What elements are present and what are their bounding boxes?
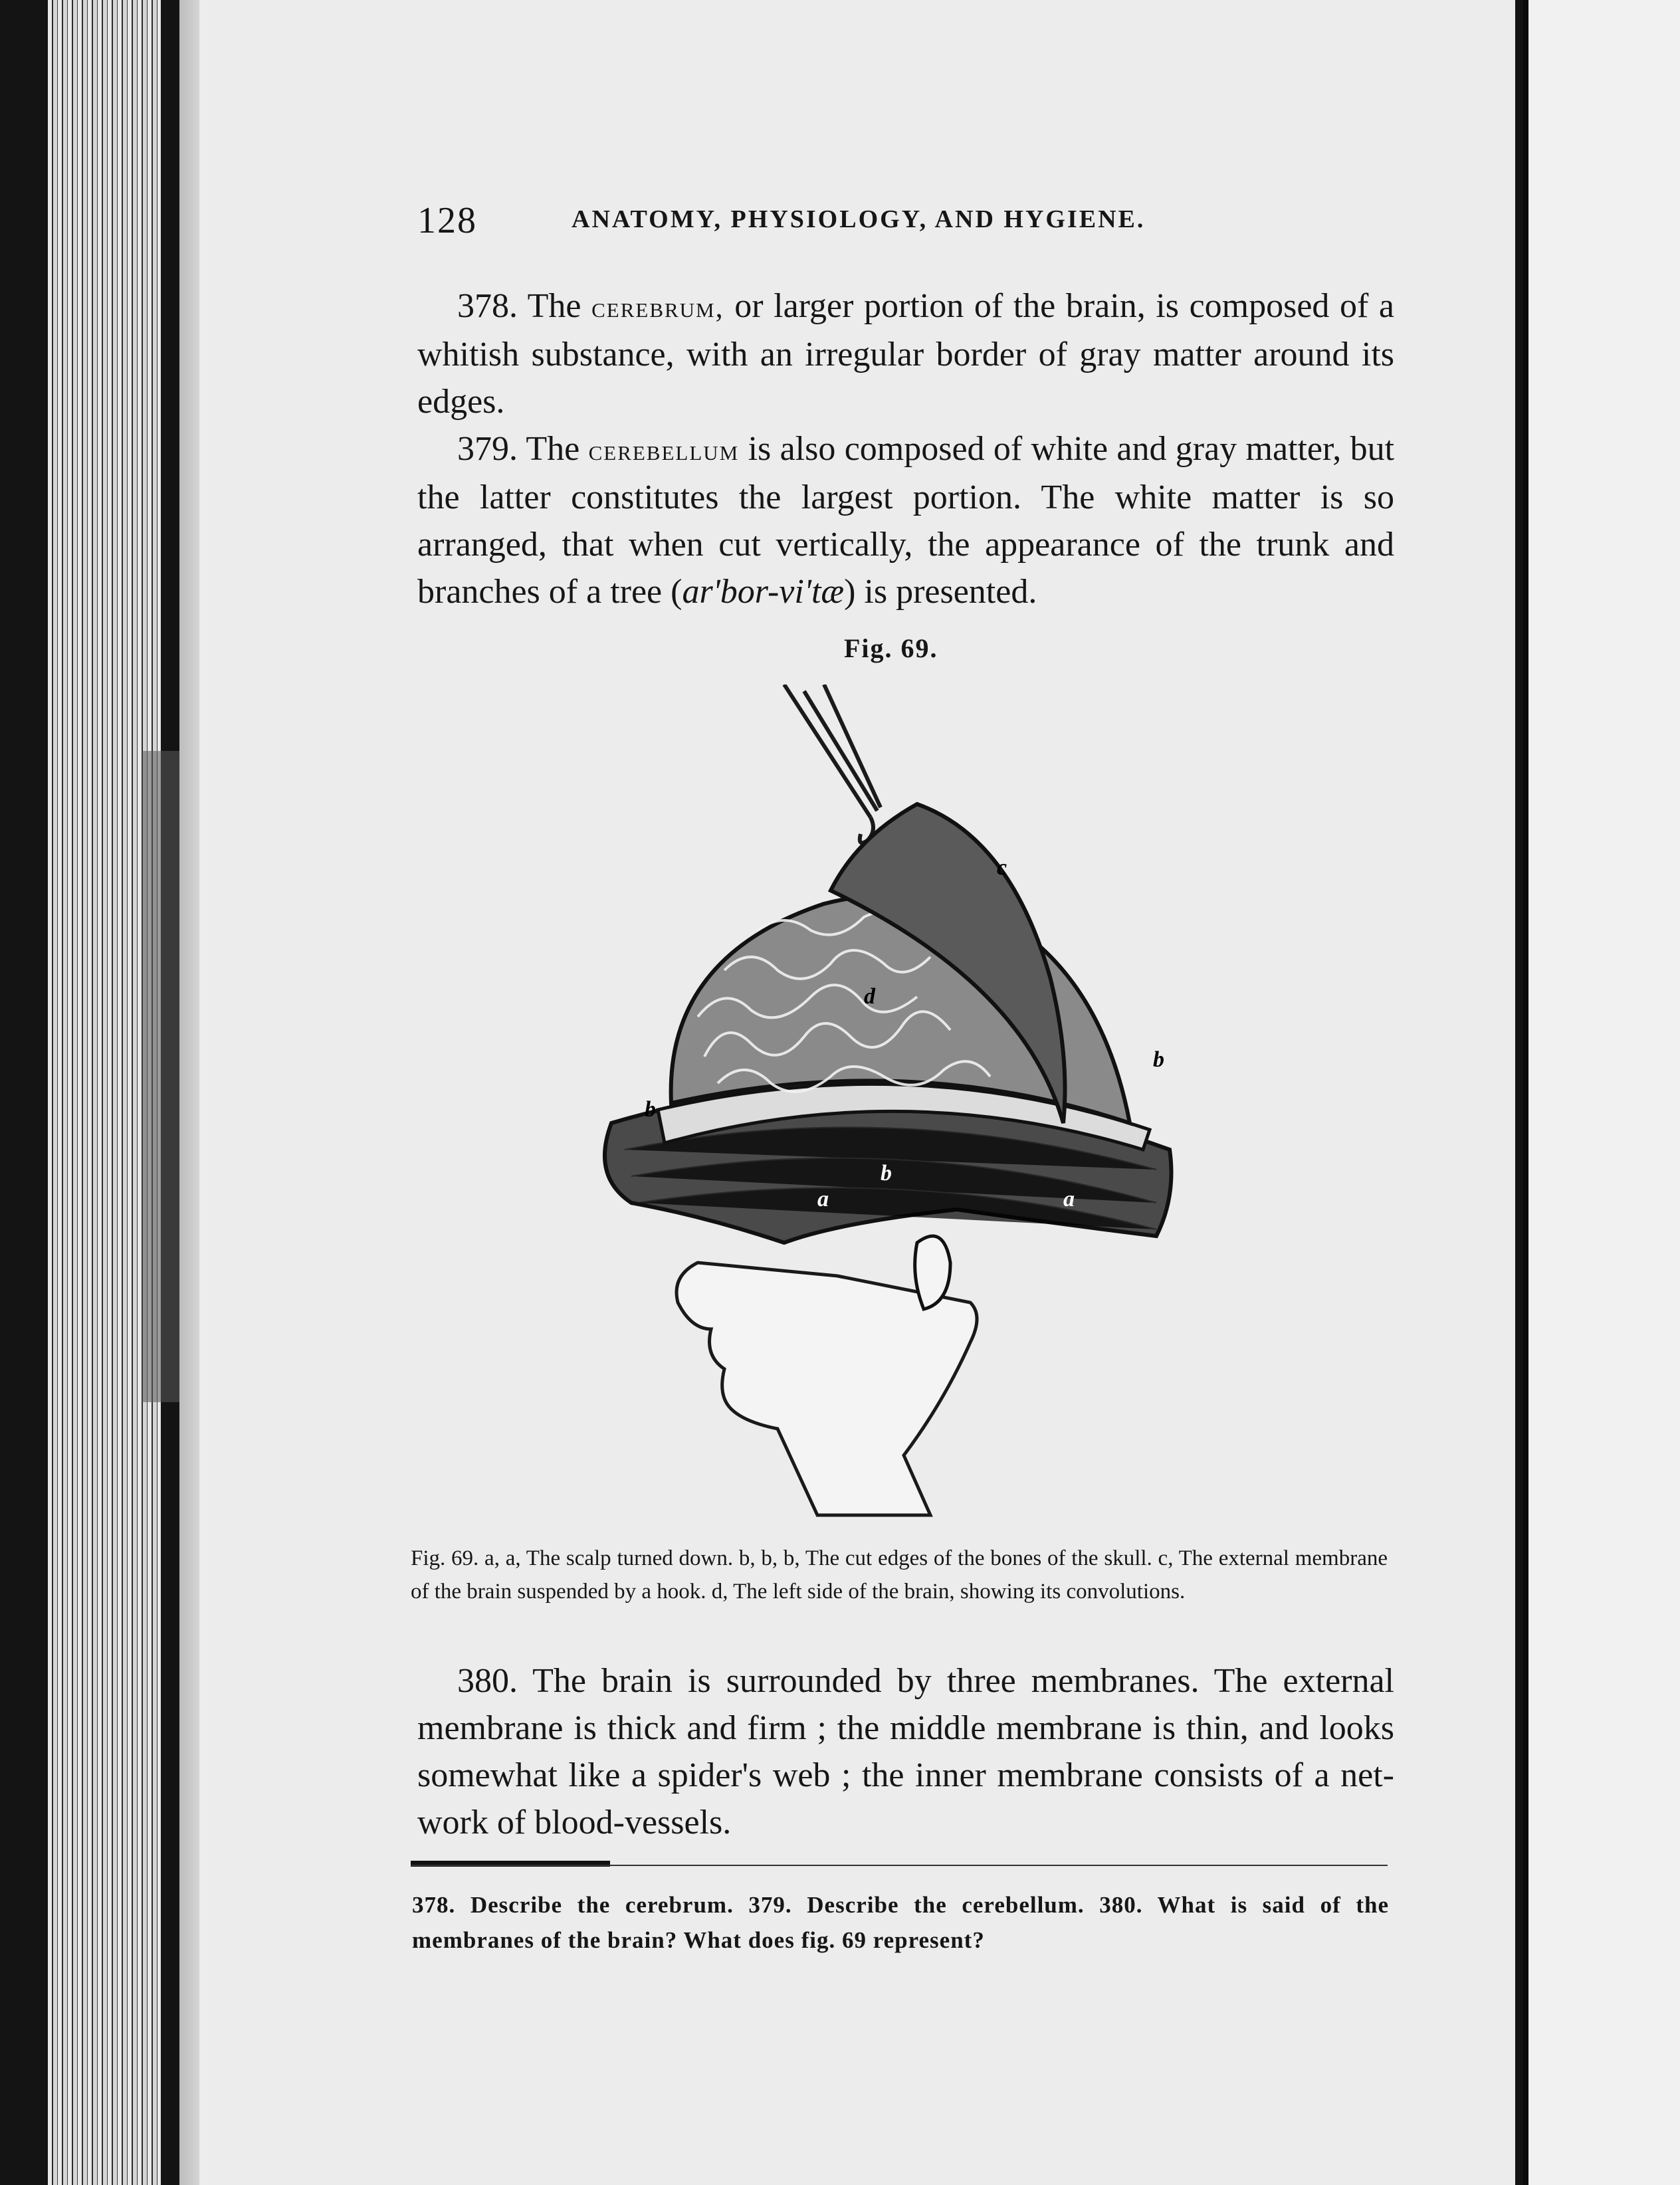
next-page-fragment bbox=[1528, 0, 1680, 2185]
page-number: 128 bbox=[417, 200, 477, 241]
label-a-right: a bbox=[1063, 1187, 1075, 1211]
paragraphs-378-379 bbox=[417, 282, 1394, 615]
paragraph-text: The bbox=[527, 287, 581, 325]
label-c: c bbox=[997, 855, 1007, 880]
paragraph-text: ) is presented. bbox=[844, 573, 1037, 611]
review-questions: 378. Describe the cerebrum. 379. Describe the cerebellum. 380. What is said of the membranes of the brain? What does fig. 69 represent? bbox=[412, 1892, 1389, 1953]
brain-figure bbox=[585, 684, 1196, 1535]
paragraph-text: The brain is surrounded by three membranes. The external membrane is thick and firm ; the middle membrane is thin, and looks somewhat like a spider's web ; the inner membrane consists of a net-work of blood-vessels. bbox=[417, 1662, 1394, 1841]
running-title: ANATOMY, PHYSIOLOGY, AND HYGIENE. bbox=[572, 205, 1146, 233]
paragraph-number: 379. bbox=[457, 430, 518, 468]
label-b-left: b bbox=[645, 1097, 656, 1122]
hook-icon bbox=[784, 684, 881, 843]
footer-rule bbox=[411, 1865, 1388, 1866]
paragraph-380-block bbox=[417, 1657, 1394, 1846]
paragraph-text: The bbox=[526, 430, 580, 468]
label-b-right: b bbox=[1153, 1047, 1164, 1072]
label-a-left: a bbox=[817, 1187, 829, 1211]
term-cerebrum: cerebrum, bbox=[591, 291, 724, 324]
brain-illustration bbox=[585, 684, 1196, 1535]
paragraph-379 bbox=[417, 425, 1394, 615]
page-gutter bbox=[1523, 0, 1528, 2185]
figure-caption: Fig. 69. a, a, The scalp turned down. b, b, b, The cut edges of the bones of the skull. c, The external membrane of the brain suspended by a hook. d, The left side of the brain, showing its convolutions. bbox=[411, 1546, 1388, 1604]
paragraph-text: is also composed of white and gray matter, but the latter constitutes the largest portion. The white matter is so arranged, that when cut vertically, the appearance of the trunk and branches of a tree ( bbox=[417, 430, 1395, 611]
paragraph-number: 378. bbox=[457, 287, 518, 325]
label-b-center: b bbox=[881, 1161, 892, 1186]
paragraph-text: or larger portion of the brain, is composed of a whitish substance, with an irregular border of gray matter around its edges. bbox=[417, 287, 1394, 421]
label-d: d bbox=[864, 984, 875, 1009]
paragraph-380 bbox=[417, 1657, 1394, 1846]
figure-title: Fig. 69. bbox=[844, 633, 938, 663]
library-stamp bbox=[142, 751, 182, 1402]
term-cerebellum: cerebellum bbox=[588, 434, 740, 467]
paragraph-378 bbox=[417, 282, 1394, 425]
term-arbor-vitae: ar'bor-vi'tæ bbox=[682, 573, 845, 611]
page-header bbox=[417, 199, 1388, 246]
paragraph-number: 380. bbox=[457, 1662, 518, 1700]
